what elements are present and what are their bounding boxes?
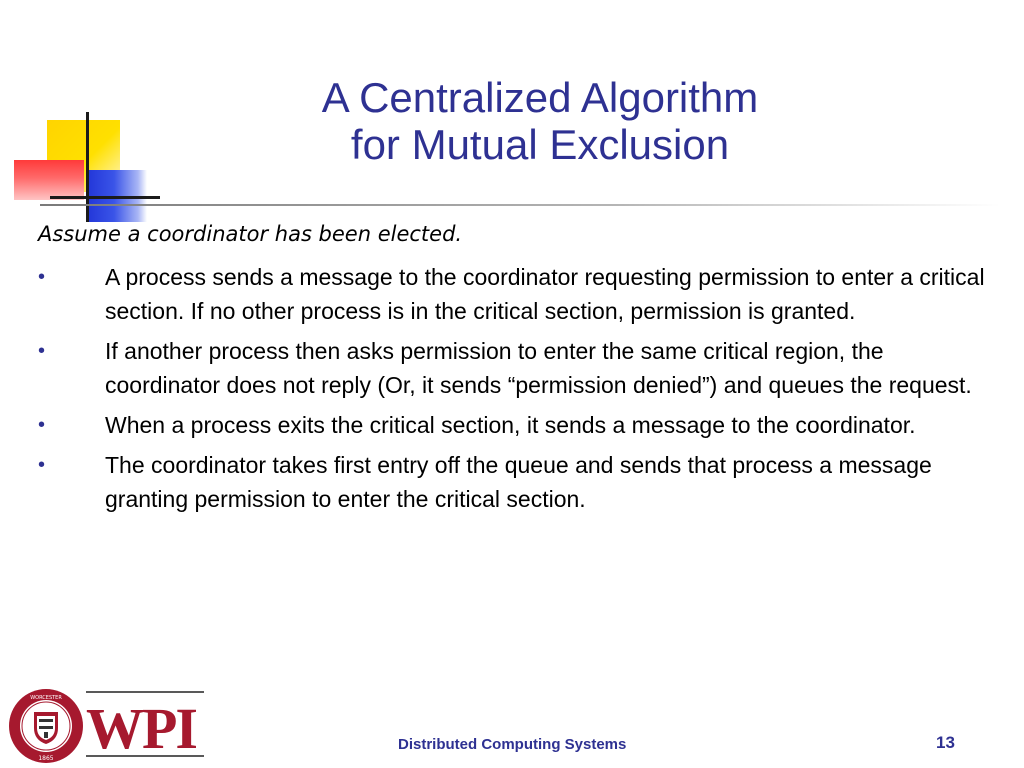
footer-course-title: Distributed Computing Systems [398,736,627,753]
wpi-logo [6,686,206,766]
bullet-icon: • [38,454,46,476]
bullet-icon: • [38,414,46,436]
bullet-text: If another process then asks permission to enter the same critical region, the coordinator does not reply (Or, it sends “permission denied”) and queues the request. [105,338,972,398]
wpi-wordmark [86,692,204,761]
bullet-text: The coordinator takes first entry off the queue and sends that process a message granting permission to enter the critical section. [105,452,932,512]
bullet-text: When a process exits the critical section, it sends a message to the coordinator. [105,412,916,438]
svg-text:WORCESTER: WORCESTER [30,695,62,701]
decorative-horizontal-line [50,196,160,199]
slide-title-line-2: for Mutual Exclusion [350,121,730,168]
bullet-icon: • [38,340,46,362]
wpi-seal-icon [9,689,83,763]
bullet-icon: • [38,266,46,288]
svg-text:WPI: WPI [86,696,196,761]
bullet-item [38,408,998,442]
page-number: 13 [936,733,955,752]
slide-title-line-1: A Centralized Algorithm [321,74,759,121]
bullet-text: A process sends a message to the coordinator requesting permission to enter a critical section. If no other process is in the critical section, permission is granted. [105,264,985,324]
svg-text:1865: 1865 [38,755,54,762]
bullet-item [38,334,998,402]
slide-title [150,74,930,168]
title-divider [40,204,1000,206]
decorative-red-square [14,160,84,200]
bullet-item [38,260,998,328]
bullet-list [38,260,998,522]
bullet-item [38,448,998,516]
slide-subtitle: Assume a coordinator has been elected. [38,222,463,246]
